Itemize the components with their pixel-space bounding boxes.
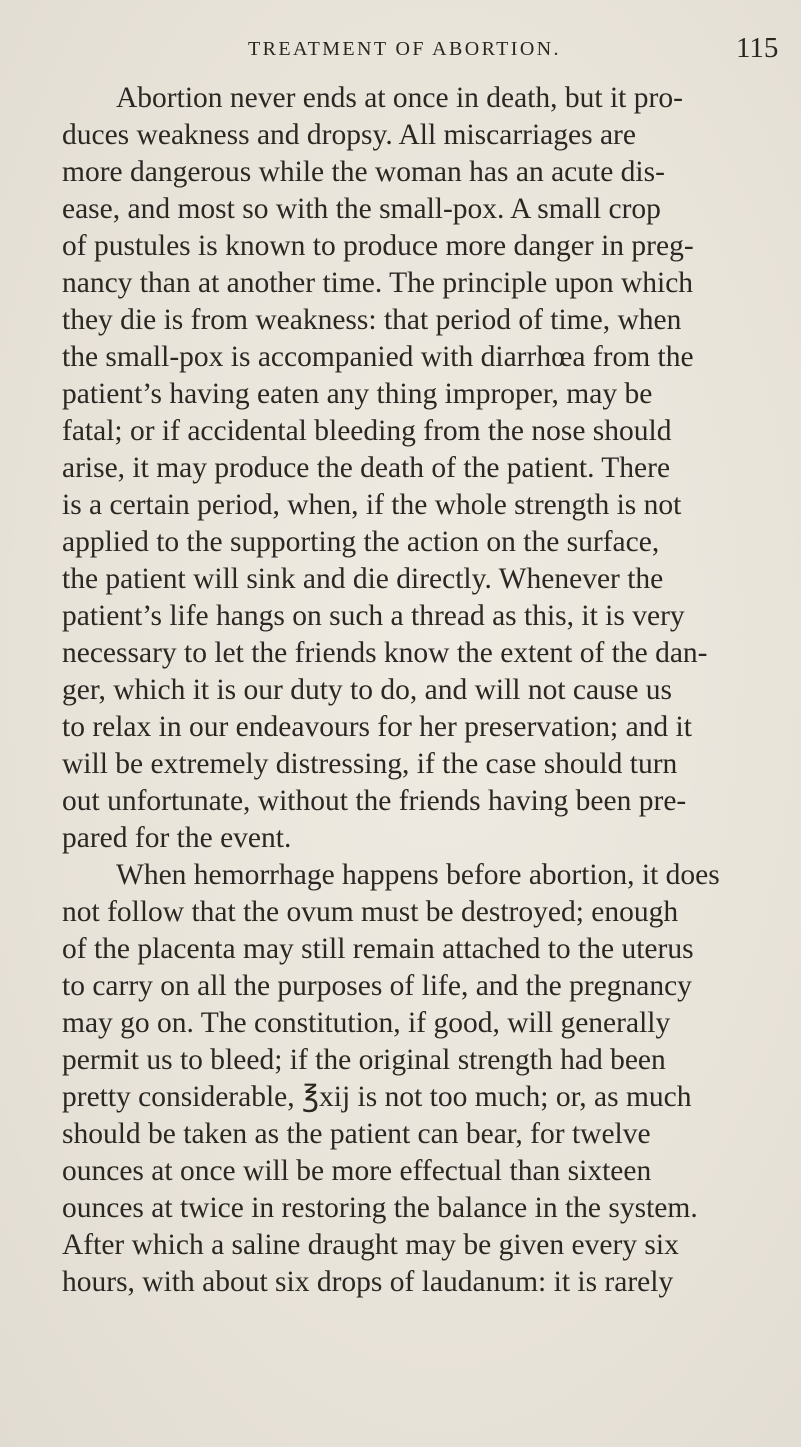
text-line: ger, which it is our duty to do, and will not cause us [62,674,673,706]
text-line: arise, it may produce the death of the patient. There [62,452,671,484]
text-line: may go on. The constitution, if good, will generally [62,1007,671,1039]
text-line: When hemorrhage happens before abortion, it does [116,859,720,891]
text-line: is a certain period, when, if the whole strength is not [62,489,682,521]
text-line: patient’s life hangs on such a thread as this, it is very [62,600,685,632]
text-line: applied to the supporting the action on the surface, [62,526,660,558]
text-line: of the placenta may still remain attached to the uterus [62,933,694,965]
text-line: nancy than at another time. The principle upon which [62,267,694,299]
text-line: ounces at twice in restoring the balance in the system. [62,1192,698,1224]
text-line: Abortion never ends at once in death, but it pro- [116,82,683,114]
text-line: pared for the event. [62,822,292,854]
text-line: not follow that the ovum must be destroyed; enough [62,896,679,928]
text-line: out unfortunate, without the friends having been pre- [62,785,687,817]
text-line: the small-pox is accompanied with diarrhœa from the [62,341,694,373]
text-line: pretty considerable, ℥xij is not too much; or, as much [62,1081,692,1113]
text-line: necessary to let the friends know the extent of the dan- [62,637,708,669]
running-head [0,30,801,74]
text-line: duces weakness and dropsy. All miscarriages are [62,119,636,151]
page-number: 115 [736,32,779,64]
text-line: more dangerous while the woman has an acute dis- [62,156,665,188]
text-line: permit us to bleed; if the original strength had been [62,1044,666,1076]
running-head-title: TREATMENT OF ABORTION. [248,38,561,60]
text-line: patient’s having eaten any thing improper, may be [62,378,653,410]
text-line: fatal; or if accidental bleeding from the nose should [62,415,672,447]
text-line: the patient will sink and die directly. Whenever the [62,563,664,595]
text-line: ounces at once will be more effectual than sixteen [62,1155,652,1187]
text-line: will be extremely distressing, if the case should turn [62,748,678,780]
text-line: of pustules is known to produce more danger in preg- [62,230,694,262]
text-line: to relax in our endeavours for her preservation; and it [62,711,692,743]
text-line: should be taken as the patient can bear, for twelve [62,1118,651,1150]
text-line: After which a saline draught may be given every six [62,1229,679,1261]
text-line: to carry on all the purposes of life, and the pregnancy [62,970,692,1002]
text-line: hours, with about six drops of laudanum: it is rarely [62,1266,674,1298]
text-line: they die is from weakness: that period of time, when [62,304,682,336]
text-line: ease, and most so with the small-pox. A small crop [62,193,661,225]
